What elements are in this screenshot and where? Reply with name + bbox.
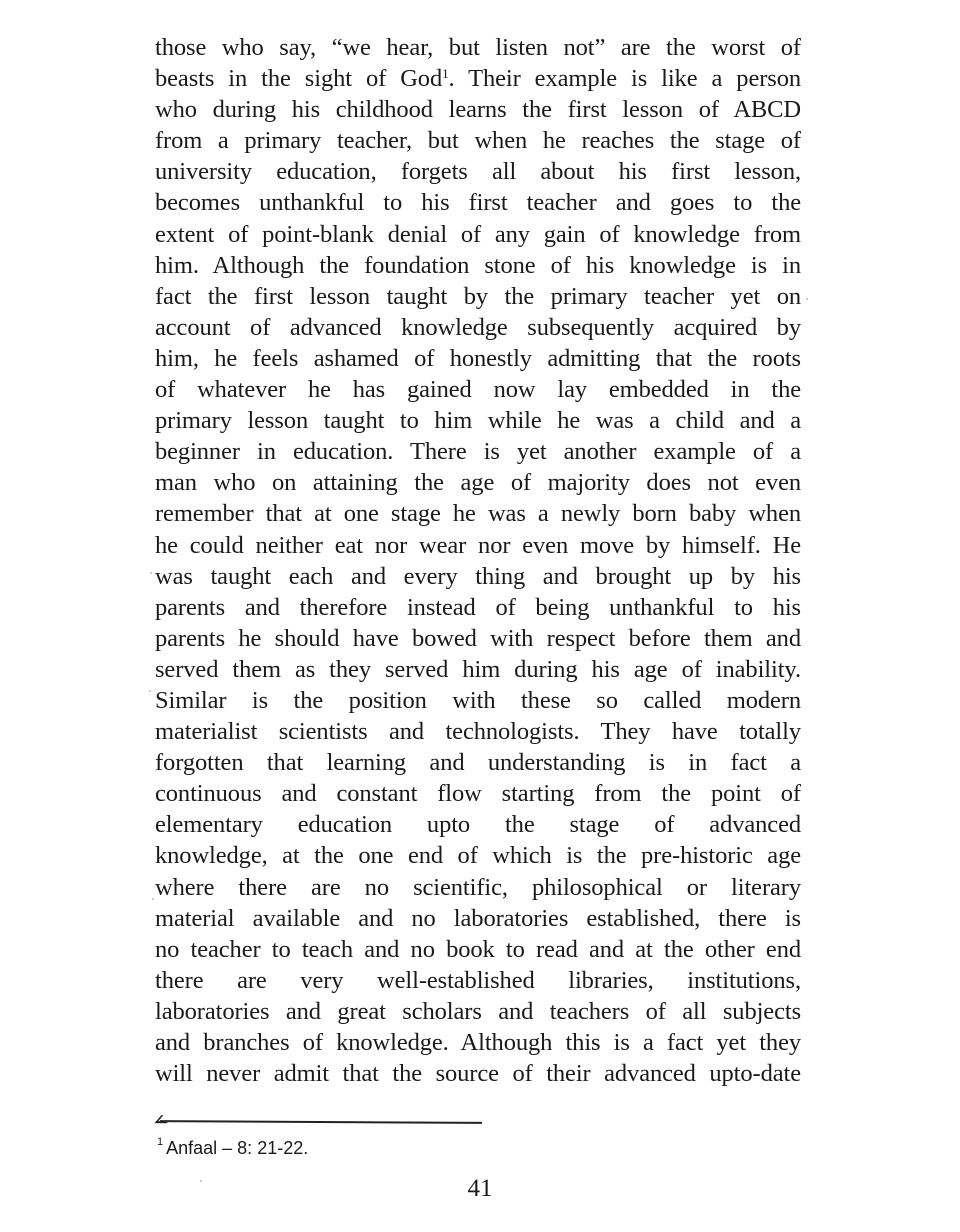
footnote bbox=[157, 1138, 308, 1159]
text-line: continuous and constant flow starting from the point of bbox=[155, 780, 801, 808]
footnote-separator-rule bbox=[160, 1120, 482, 1124]
text-line: material available and no laboratories established, there is bbox=[155, 904, 801, 932]
text-line: account of advanced knowledge subsequently acquired by bbox=[155, 313, 801, 341]
text-line: and branches of knowledge. Although this is a fact yet they bbox=[155, 1029, 801, 1056]
text-line: parents he should have bowed with respect before them and bbox=[155, 624, 801, 652]
text-line: was taught each and every thing and brought up by his bbox=[155, 562, 801, 590]
text-line: remember that at one stage he was a newly born baby when bbox=[155, 500, 801, 528]
footnote-text: Anfaal – 8: 21-22. bbox=[166, 1138, 309, 1158]
text-line: parents and therefore instead of being unthankful to his bbox=[155, 593, 801, 621]
scan-speck bbox=[152, 898, 154, 900]
body-paragraph bbox=[155, 32, 801, 1089]
scan-speck bbox=[149, 690, 151, 692]
text-line: there are very well-established libraries, institutions, bbox=[155, 966, 801, 994]
text-line: Similar is the position with these so called modern bbox=[155, 686, 801, 714]
text-line: no teacher to teach and no book to read and at the other end bbox=[155, 935, 801, 963]
text-line: primary lesson taught to him while he was a child and a bbox=[155, 407, 801, 435]
text-line: who during his childhood learns the first lesson of ABCD bbox=[155, 96, 801, 124]
text-line: forgotten that learning and understanding is in fact a bbox=[155, 749, 801, 777]
text-line: of whatever he has gained now lay embedded in the bbox=[155, 376, 801, 404]
text-line-head: beasts in the sight of God bbox=[155, 65, 443, 93]
text-line: knowledge, at the one end of which is the pre-historic age bbox=[155, 842, 801, 870]
scan-speck bbox=[150, 572, 152, 574]
text-line: will never admit that the source of their advanced upto-date bbox=[155, 1060, 801, 1088]
footnote-marker: 1 bbox=[157, 1136, 164, 1148]
text-line: from a primary teacher, but when he reaches the stage of bbox=[155, 127, 801, 155]
scan-speck bbox=[806, 298, 808, 300]
page-number: 41 bbox=[467, 1175, 493, 1202]
text-line: him. Although the foundation stone of his knowledge is in bbox=[155, 251, 801, 279]
text-line: materialist scientists and technologists. They have totally bbox=[155, 718, 801, 746]
text-line: extent of point-blank denial of any gain of knowledge from bbox=[155, 220, 801, 248]
text-line: served them as they served him during his age of inability. bbox=[155, 655, 801, 683]
text-line: elementary education upto the stage of advanced bbox=[155, 811, 801, 839]
text-line: laboratories and great scholars and teachers of all subjects bbox=[155, 997, 801, 1025]
text-line: beginner in education. There is yet another example of a bbox=[155, 438, 801, 466]
text-line: becomes unthankful to his first teacher and goes to the bbox=[155, 189, 801, 217]
footnote-reference[interactable]: 1 bbox=[442, 66, 449, 82]
text-line-tail: . Their example is like a person bbox=[448, 65, 802, 93]
text-line: university education, forgets all about his first lesson, bbox=[155, 158, 801, 186]
text-line: he could neither eat nor wear nor even move by himself. He bbox=[155, 531, 801, 559]
text-line: him, he feels ashamed of honestly admitting that the roots bbox=[155, 344, 801, 372]
text-line: fact the first lesson taught by the primary teacher yet on bbox=[155, 282, 801, 310]
text-line bbox=[155, 63, 801, 94]
scan-speck bbox=[200, 1180, 202, 1182]
text-line: where there are no scientific, philosophical or literary bbox=[155, 873, 801, 901]
text-line: those who say, “we hear, but listen not” are the worst of bbox=[155, 34, 801, 61]
text-line: man who on attaining the age of majority does not even bbox=[155, 469, 801, 497]
